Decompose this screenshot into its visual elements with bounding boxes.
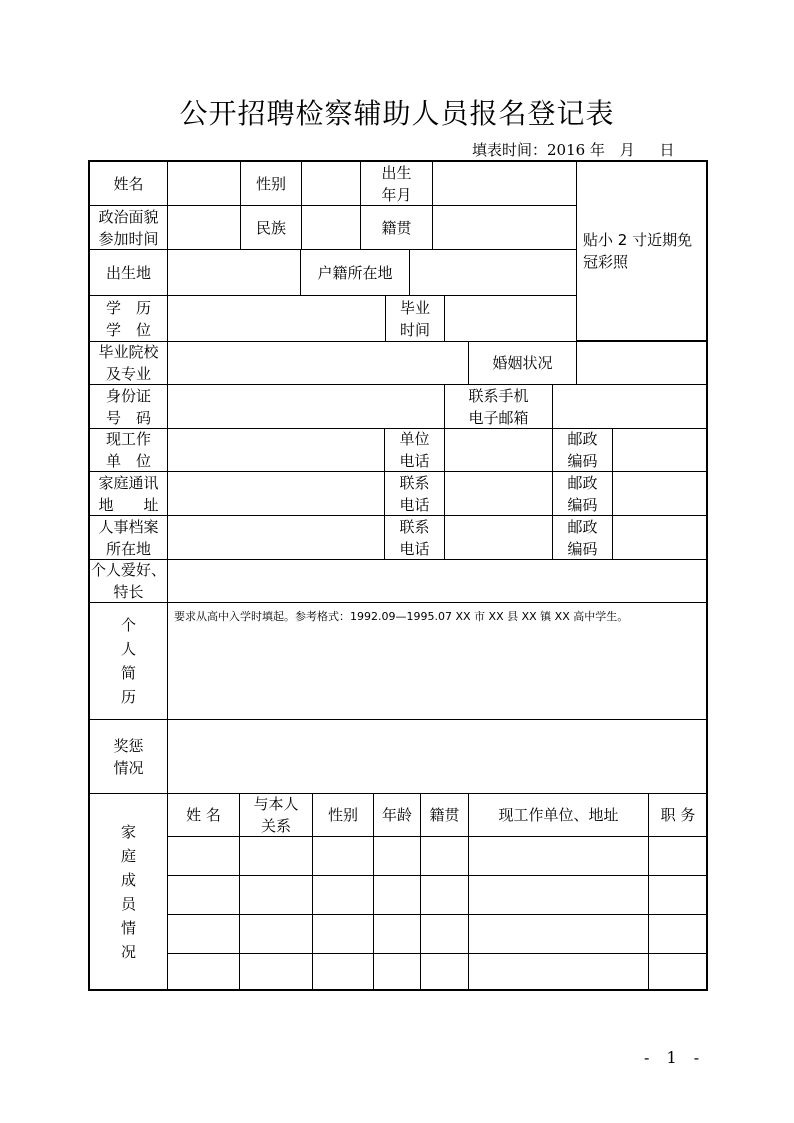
label-home-addr: 家庭通讯 地 址 xyxy=(89,471,168,516)
input-awards[interactable] xyxy=(167,719,708,794)
input-contact-phone-2[interactable] xyxy=(444,515,553,560)
label-school: 毕业院校 及专业 xyxy=(89,341,168,385)
family-row-4-workplace-cell[interactable] xyxy=(468,953,649,990)
photo-box[interactable]: 贴小 2 寸近期免冠彩照 xyxy=(576,161,708,341)
family-row-2-age-cell[interactable] xyxy=(373,875,421,915)
label-gender: 性别 xyxy=(240,161,302,206)
label-contact: 联系手机 电子邮箱 xyxy=(444,384,553,429)
input-contact-phone-1[interactable] xyxy=(444,471,553,516)
family-row-2-name-cell[interactable] xyxy=(167,875,240,915)
input-birth[interactable] xyxy=(432,161,577,206)
family-row-3-name-cell[interactable] xyxy=(167,914,240,954)
family-row-1-name-cell[interactable] xyxy=(167,836,240,876)
label-contact-phone-2: 联系 电话 xyxy=(384,515,445,560)
label-postcode-3: 邮政 编码 xyxy=(552,515,613,560)
input-resume[interactable]: 要求从高中入学时填起。参考格式：1992.09—1995.07 XX 市 XX 县 XX 镇 XX 高中学生。 xyxy=(167,602,708,720)
label-awards: 奖惩 情况 xyxy=(89,719,168,794)
input-unit-phone[interactable] xyxy=(444,428,553,472)
input-education[interactable] xyxy=(167,295,386,342)
input-gender[interactable] xyxy=(301,161,361,206)
family-header-position: 职 务 xyxy=(648,793,708,837)
family-row-1-workplace-cell[interactable] xyxy=(468,836,649,876)
family-row-1-origin-cell[interactable] xyxy=(420,836,469,876)
input-ethnicity[interactable] xyxy=(301,205,361,250)
input-birthplace[interactable] xyxy=(167,249,301,296)
family-header-relation: 与本人 关系 xyxy=(239,793,313,837)
input-household[interactable] xyxy=(409,249,577,296)
label-grad-time: 毕业 时间 xyxy=(385,295,445,342)
label-resume: 个 人 简 历 xyxy=(89,602,168,720)
family-row-2-origin-cell[interactable] xyxy=(420,875,469,915)
label-household: 户籍所在地 xyxy=(300,249,410,296)
family-row-4-age-cell[interactable] xyxy=(373,953,421,990)
family-header-workplace: 现工作单位、地址 xyxy=(468,793,649,837)
input-archive[interactable] xyxy=(167,515,385,560)
label-unit-phone: 单位 电话 xyxy=(384,428,445,472)
family-header-age: 年龄 xyxy=(373,793,421,837)
label-origin: 籍贯 xyxy=(360,205,433,250)
form-title: 公开招聘检察辅助人员报名登记表 xyxy=(179,97,615,130)
family-row-3-relation-cell[interactable] xyxy=(239,914,313,954)
fill-date xyxy=(472,139,675,160)
label-birthplace: 出生地 xyxy=(89,249,168,296)
family-row-1-gender-cell[interactable] xyxy=(312,836,374,876)
fill-date-day-label: 日 xyxy=(659,141,675,159)
family-row-4-name-cell[interactable] xyxy=(167,953,240,990)
label-birth: 出生 年月 xyxy=(360,161,433,206)
family-row-1-age-cell[interactable] xyxy=(373,836,421,876)
family-row-3-position-cell[interactable] xyxy=(648,914,708,954)
input-marital[interactable] xyxy=(576,341,708,385)
input-contact[interactable] xyxy=(552,384,708,429)
label-name: 姓名 xyxy=(89,161,168,206)
label-archive: 人事档案 所在地 xyxy=(89,515,168,560)
label-marital: 婚姻状况 xyxy=(468,341,577,385)
label-postcode-1: 邮政 编码 xyxy=(552,428,613,472)
label-contact-phone-1: 联系 电话 xyxy=(384,471,445,516)
input-grad-time[interactable] xyxy=(444,295,577,342)
label-hobby: 个人爱好、 特长 xyxy=(90,561,166,601)
input-name[interactable] xyxy=(167,161,241,206)
family-row-4-relation-cell[interactable] xyxy=(239,953,313,990)
label-family: 家 庭 成 员 情 况 xyxy=(89,793,168,990)
label-id-card: 身份证 号 码 xyxy=(89,384,168,429)
family-row-3-gender-cell[interactable] xyxy=(312,914,374,954)
family-row-2-position-cell[interactable] xyxy=(648,875,708,915)
label-education: 学 历 学 位 xyxy=(89,295,168,342)
label-postcode-2: 邮政 编码 xyxy=(552,471,613,516)
input-school[interactable] xyxy=(167,341,469,385)
family-row-3-origin-cell[interactable] xyxy=(420,914,469,954)
input-postcode-1[interactable] xyxy=(612,428,708,472)
family-row-1-position-cell[interactable] xyxy=(648,836,708,876)
input-postcode-2[interactable] xyxy=(612,471,708,516)
input-hobby[interactable] xyxy=(167,559,708,603)
input-origin[interactable] xyxy=(432,205,577,250)
label-ethnicity: 民族 xyxy=(240,205,302,250)
family-header-name: 姓 名 xyxy=(167,793,240,837)
family-row-3-age-cell[interactable] xyxy=(373,914,421,954)
input-id-card[interactable] xyxy=(167,384,445,429)
family-row-2-gender-cell[interactable] xyxy=(312,875,374,915)
fill-date-month-label: 月 xyxy=(619,141,635,159)
input-postcode-3[interactable] xyxy=(612,515,708,560)
label-political: 政治面貌 参加时间 xyxy=(89,205,168,250)
input-political[interactable] xyxy=(167,205,241,250)
page-number: - 1 - xyxy=(644,1048,706,1067)
family-header-origin: 籍贯 xyxy=(420,793,469,837)
family-row-2-workplace-cell[interactable] xyxy=(468,875,649,915)
input-home-addr[interactable] xyxy=(167,471,385,516)
family-row-4-position-cell[interactable] xyxy=(648,953,708,990)
family-row-1-relation-cell[interactable] xyxy=(239,836,313,876)
label-work-unit: 现工作 单 位 xyxy=(89,428,168,472)
registration-form-table xyxy=(88,160,708,991)
input-work-unit[interactable] xyxy=(167,428,385,472)
family-row-3-workplace-cell[interactable] xyxy=(468,914,649,954)
family-row-4-origin-cell[interactable] xyxy=(420,953,469,990)
fill-date-year-label: 填表时间：2016 年 xyxy=(472,141,605,159)
family-header-gender: 性别 xyxy=(312,793,374,837)
family-row-2-relation-cell[interactable] xyxy=(239,875,313,915)
family-row-4-gender-cell[interactable] xyxy=(312,953,374,990)
